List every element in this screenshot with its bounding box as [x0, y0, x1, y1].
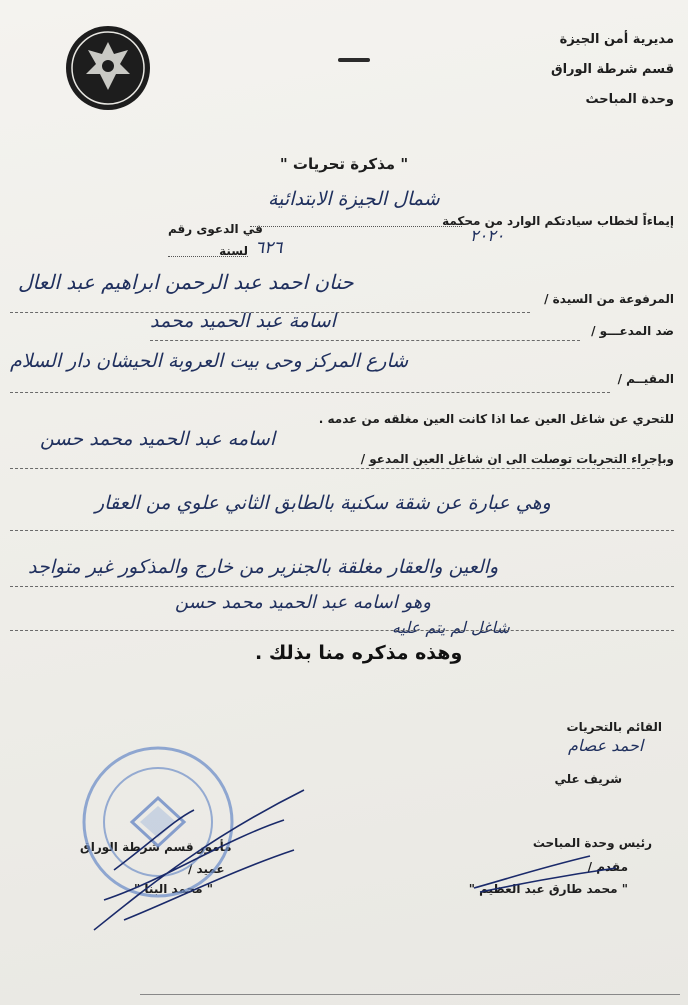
year-label: لسنة	[219, 244, 248, 258]
investigator-rank: شريف علي	[554, 772, 622, 786]
result-line-2	[10, 530, 674, 531]
result-line-1	[10, 468, 650, 469]
bottom-rule	[140, 994, 680, 995]
chief-rank: عميد /	[188, 862, 225, 876]
court-handwritten: شمال الجيزة الابتدائية	[268, 188, 440, 210]
chief-title: مأمور قسم شرطة الوراق	[80, 840, 232, 854]
case-label: في الدعوى رقم	[168, 222, 263, 236]
result-handwritten-2: وهي عبارة عن شقة سكنية بالطابق الثاني علوي من العقار	[95, 492, 551, 514]
header-unit: وحدة المباحث	[585, 92, 674, 107]
eagle-emblem-icon	[64, 24, 152, 112]
residence-handwritten: شارع المركز وحى بيت العروبة الحيشان دار السلام	[10, 350, 409, 372]
defendant-label: ضد المدعـــو /	[591, 324, 674, 338]
closing-statement: وهذه مذكره منا بذلك .	[255, 642, 463, 664]
document-title: " مذكرة تحريات "	[279, 155, 409, 173]
inquiry-text: للتحري عن شاغل العين عما اذا كانت العين مغلقه من عدمه .	[318, 412, 674, 426]
plaintiff-label: المرفوعة من السيدة /	[544, 292, 674, 306]
head-title: رئيس وحدة المباحث	[532, 836, 652, 850]
residence-label: المقيــم /	[617, 372, 674, 386]
court-dotted-line	[250, 226, 462, 227]
result-handwritten-1: اسامه عبد الحميد محمد حسن	[40, 428, 276, 450]
defendant-line	[150, 340, 580, 341]
intro-label: إيماءاً لخطاب سيادتكم الوارد من محكمة	[442, 214, 674, 228]
chief-name: " محمد البنا "	[134, 882, 214, 896]
staple-mark	[338, 58, 370, 62]
result-handwritten-4: وهو اسامه عبد الحميد محمد حسن	[175, 592, 431, 613]
result-line-4	[10, 630, 674, 631]
head-signature-icon	[470, 848, 620, 898]
result-label: وبإجراء التحريات توصلت الى ان شاغل العين المدعو /	[360, 452, 674, 466]
chief-signature-icon	[84, 780, 314, 940]
investigator-name-handwritten: احمد عصام	[568, 736, 644, 755]
result-handwritten-3: والعين والعقار مغلقة بالجنزير من خارج والمذكور غير متواجد	[28, 556, 499, 578]
year-dotted-line	[168, 256, 248, 257]
residence-line	[10, 392, 610, 393]
plaintiff-handwritten: حنان احمد عبد الرحمن ابراهيم عبد العال	[18, 270, 354, 294]
result-line-3	[10, 586, 674, 587]
case-number-handwritten: ٦٢٦	[255, 238, 283, 258]
year-handwritten: ٢٠٢٠	[470, 226, 505, 245]
investigator-title: القائم بالتحريات	[566, 720, 662, 734]
result-handwritten-5: شاغل لم يتم عليه	[392, 618, 510, 637]
head-rank: مقدم /	[587, 860, 628, 874]
header-directorate: مديرية أمن الجيزة	[559, 32, 674, 47]
header-police-station: قسم شرطة الوراق	[550, 62, 674, 77]
head-name: " محمد طارق عبد العظيم "	[468, 882, 628, 896]
defendant-handwritten: اسامة عبد الحميد محمد	[150, 310, 336, 332]
